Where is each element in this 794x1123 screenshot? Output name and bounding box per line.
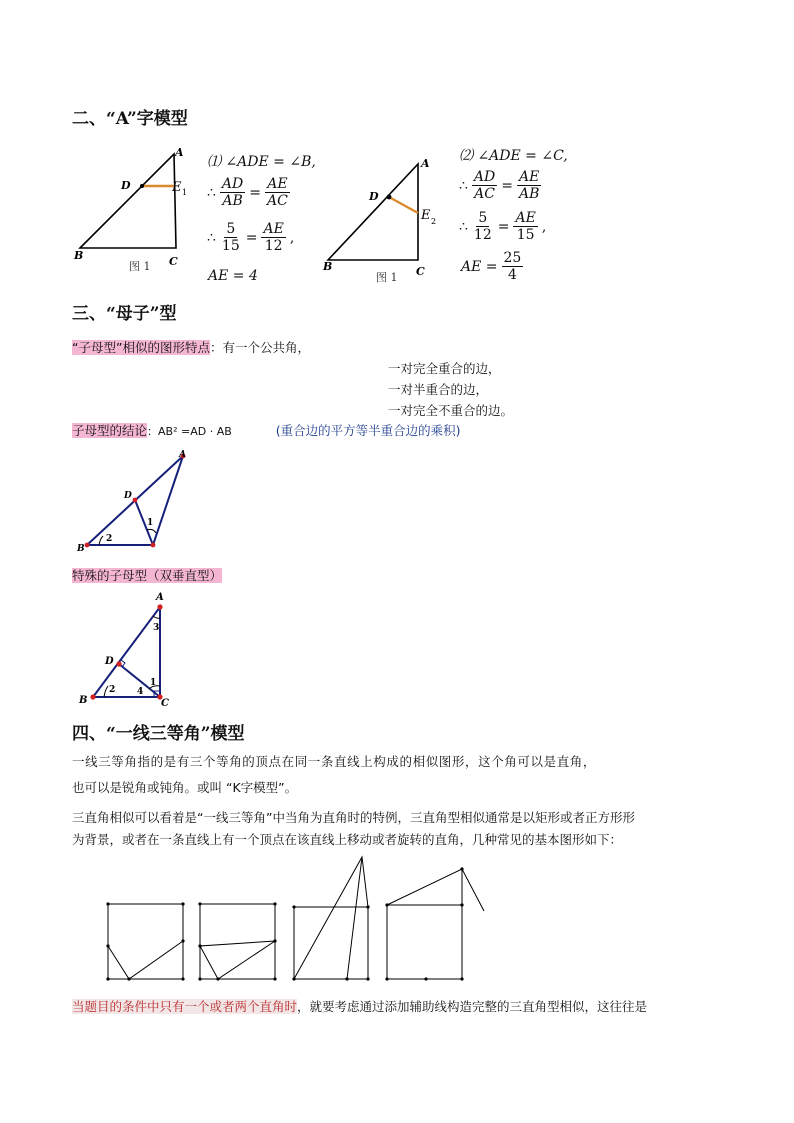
k-figure-3 (292, 857, 369, 981)
fig2-label-b: B (323, 260, 333, 273)
fig4-label-b: B (79, 695, 88, 706)
fig2-label-c: C (416, 265, 425, 278)
feature-line (72, 338, 310, 356)
cond2-head: ⑵ ∠ADE = ∠C, (459, 148, 568, 164)
para2-line1: 三直角相似可以看着是“一线三等角”中当角为直角时的特例，三直角型相似通常是以矩形或者正方形形 (72, 810, 635, 825)
fig1-label-e: E (172, 180, 182, 195)
conclusion-line (72, 421, 461, 439)
fig2-label-e-sub: 2 (431, 217, 437, 226)
section-3-title: 三、“母子”型 (72, 304, 177, 324)
cond2-result: AE = $\frac{25}{4}$ (461, 250, 522, 283)
fig4-angle-1: 1 (150, 678, 157, 688)
cond1-head: ⑴ ∠ADE = ∠B, (207, 154, 316, 170)
feature-item-2: 一对半重合的边， (388, 382, 489, 397)
k-figure-4 (385, 867, 484, 980)
fig3-label-b: B (77, 544, 85, 552)
figure-a-model-1 (70, 142, 200, 277)
cond2-substitution: ∴ $\frac{5}{12}$ = $\frac{AE}{15}$ , (459, 210, 547, 243)
para1-line1: 一线三等角指的是有三个等角的顶点在同一条直线上构成的相似图形，这个角可以是直角， (72, 754, 597, 769)
figure-double-perpendicular (70, 586, 190, 710)
fig1-label-c: C (169, 255, 178, 268)
special-label: 特殊的子母型（双垂直型） (72, 568, 223, 583)
fig3-angle-2: 2 (106, 534, 113, 544)
fig1-caption: 图 1 (129, 260, 151, 273)
conclusion-label: 子母型的结论 (72, 423, 148, 438)
k-figure-2 (198, 902, 276, 980)
last-label: 当题目的条件中只有一个或者两个直角时 (72, 999, 298, 1014)
cond1-proportion: ∴ $\frac{AD}{AB}$ = $\frac{AE}{AC}$ (207, 176, 288, 209)
cond2-proportion: ∴ $\frac{AD}{AC}$ = $\frac{AE}{AB}$ (459, 169, 540, 202)
figure-mother-child (70, 448, 200, 552)
fig1-label-d: D (121, 179, 131, 192)
cond1-substitution: ∴ $\frac{5}{15}$ = $\frac{AE}{12}$ , (207, 221, 295, 254)
fig2-caption: 图 1 (376, 271, 398, 284)
cond1-result: AE = 4 (208, 268, 258, 284)
k-figure-1 (106, 902, 184, 980)
conclusion-note: (重合边的平方等半重合边的乘积) (275, 423, 461, 438)
conclusion-formula: ：AB² =AD · AB (147, 425, 232, 438)
fig4-label-a: A (156, 592, 164, 603)
fig1-label-b: B (74, 249, 84, 262)
fig2-label-e: E (421, 208, 431, 223)
feature-item-1: 一对完全重合的边， (388, 361, 501, 376)
fig4-label-c: C (161, 698, 169, 709)
fig1-label-e-sub: 1 (182, 188, 188, 197)
feature-text: ：有一个公共角， (209, 340, 310, 355)
fig2-label-d: D (369, 190, 379, 203)
para1-line2: 也可以是锐角或钝角。或叫 “K字模型”。 (72, 780, 298, 795)
section-2-title: 二、“A”字模型 (72, 109, 188, 129)
figure-a-model-2 (318, 152, 448, 284)
last-text: ，就要考虑通过添加辅助线构造完整的三直角型相似，这往往是 (297, 999, 648, 1014)
fig2-label-a: A (421, 157, 430, 170)
para2-line2: 为背景，或者在一条直线上有一个顶点在该直线上移动或者旋转的直角，几种常见的基本图形如下： (72, 832, 623, 847)
fig3-label-d: D (124, 491, 132, 501)
fig4-angle-2: 2 (109, 685, 116, 695)
feature-item-3: 一对完全不重合的边。 (388, 403, 514, 418)
fig4-angle-3: 3 (153, 623, 160, 633)
fig1-label-a: A (175, 146, 184, 159)
feature-label: “子母型”相似的图形特点 (72, 340, 210, 355)
fig3-label-a: A (179, 450, 186, 460)
fig3-angle-1: 1 (147, 518, 154, 528)
section-4-title: 四、“一线三等角”模型 (72, 724, 245, 744)
fig4-label-d: D (105, 656, 114, 667)
k-model-figures (100, 855, 490, 985)
last-line (72, 997, 647, 1015)
fig4-angle-4: 4 (137, 687, 144, 697)
